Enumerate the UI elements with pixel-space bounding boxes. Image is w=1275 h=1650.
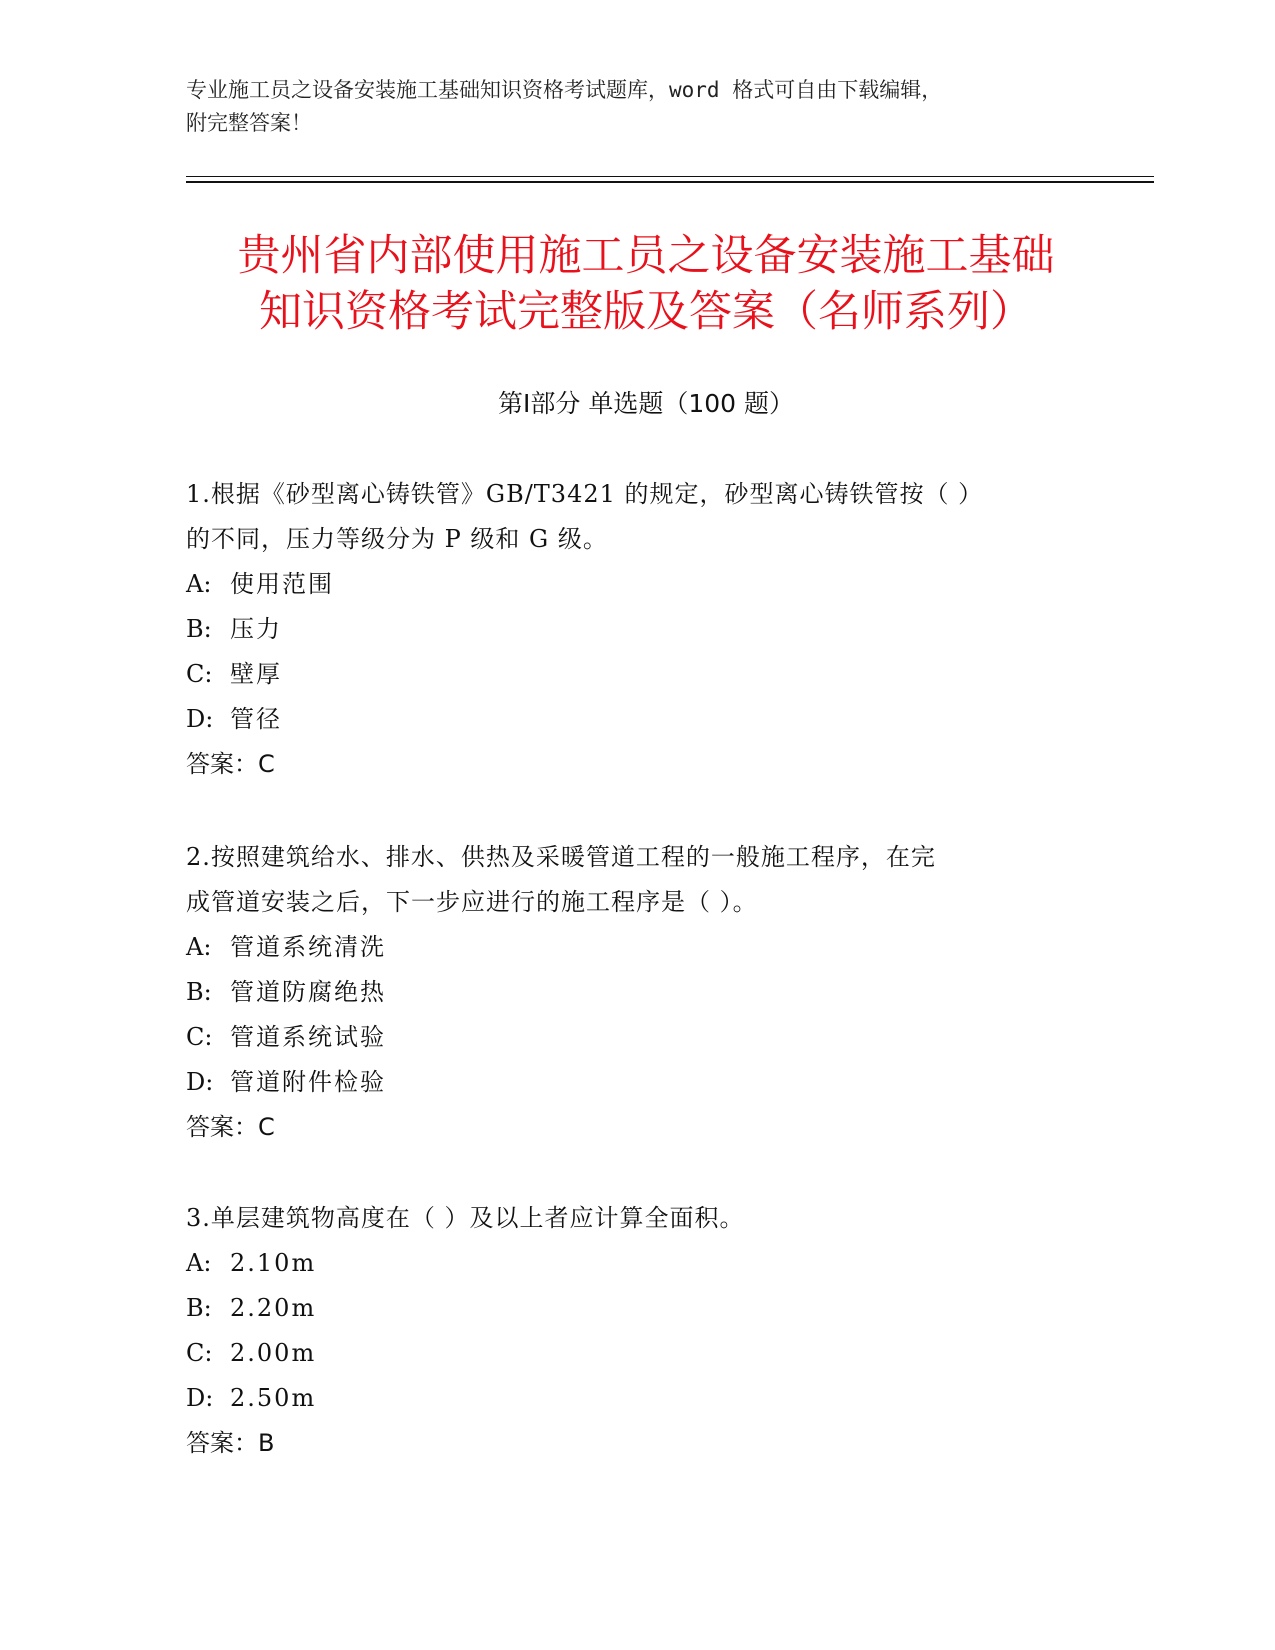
option-d [186, 697, 1066, 742]
question-stem-line-1: 3.单层建筑物高度在（ ）及以上者应计算全面积。 [186, 1204, 745, 1232]
option-c [186, 1331, 1066, 1376]
option-text: 2.00m [230, 1339, 317, 1367]
question-3 [186, 1196, 1066, 1466]
option-b [186, 970, 1066, 1015]
question-1 [186, 472, 1066, 787]
option-c [186, 652, 1066, 697]
option-text: 管道系统试验 [230, 1023, 386, 1051]
answer-line: 答案：C [186, 1113, 275, 1141]
option-a [186, 925, 1066, 970]
option-key: D: [186, 705, 214, 733]
option-key: C: [186, 660, 213, 688]
header-note [186, 74, 1086, 140]
answer-line: 答案：C [186, 750, 275, 778]
option-key: A: [186, 570, 212, 598]
document-title [186, 228, 1106, 340]
option-text: 管径 [230, 705, 282, 733]
option-key: C: [186, 1023, 213, 1051]
option-key: D: [186, 1068, 214, 1096]
document-title-line-1: 贵州省内部使用施工员之设备安装施工基础 [237, 231, 1055, 281]
option-a [186, 1241, 1066, 1286]
question-2 [186, 835, 1066, 1150]
question-stem-line-2: 成管道安装之后，下一步应进行的施工程序是（ ）。 [186, 888, 758, 916]
option-key: A: [186, 1249, 212, 1277]
option-key: C: [186, 1339, 213, 1367]
option-text: 2.10m [230, 1249, 317, 1277]
option-b [186, 607, 1066, 652]
option-key: B: [186, 1294, 212, 1322]
option-text: 2.50m [230, 1384, 317, 1412]
header-note-line-1: 专业施工员之设备安装施工基础知识资格考试题库，word 格式可自由下载编辑， [186, 78, 943, 102]
question-stem-line-1: 2.按照建筑给水、排水、供热及采暖管道工程的一般施工程序，在完 [186, 843, 936, 871]
option-text: 管道附件检验 [230, 1068, 386, 1096]
answer-line: 答案：B [186, 1429, 275, 1457]
option-b [186, 1286, 1066, 1331]
option-key: B: [186, 978, 212, 1006]
option-key: D: [186, 1384, 214, 1412]
option-text: 使用范围 [230, 570, 334, 598]
header-divider-thin [186, 176, 1154, 177]
option-a [186, 562, 1066, 607]
option-c [186, 1015, 1066, 1060]
option-text: 壁厚 [230, 660, 282, 688]
question-stem-line-1: 1.根据《砂型离心铸铁管》GB/T3421 的规定，砂型离心铸铁管按（ ） [186, 480, 984, 508]
header-note-line-2: 附完整答案！ [186, 111, 312, 135]
section-title: 第Ⅰ部分 单选题（100 题） [498, 389, 794, 418]
option-text: 压力 [230, 615, 282, 643]
option-key: A: [186, 933, 212, 961]
option-text: 2.20m [230, 1294, 317, 1322]
option-d [186, 1060, 1066, 1105]
option-text: 管道系统清洗 [230, 933, 386, 961]
question-stem-line-2: 的不同，压力等级分为 P 级和 G 级。 [186, 525, 608, 553]
option-key: B: [186, 615, 212, 643]
option-d [186, 1376, 1066, 1421]
option-text: 管道防腐绝热 [230, 978, 386, 1006]
header-divider-thick [186, 181, 1154, 183]
document-title-line-2: 知识资格考试完整版及答案（名师系列） [259, 287, 1033, 337]
